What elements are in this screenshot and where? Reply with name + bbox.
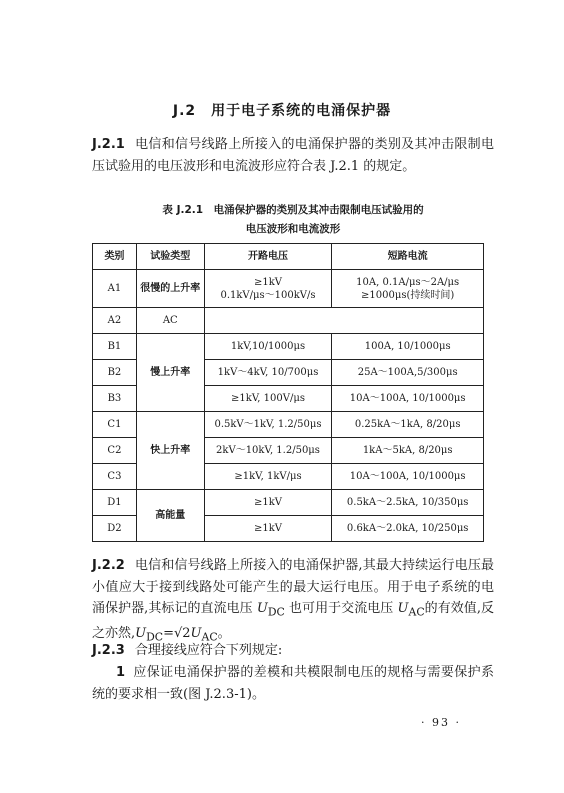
cell-voltage: 0.5kV～1kV, 1.2/50μs (204, 412, 332, 438)
equation-udc: U (135, 626, 147, 642)
udc-symbol: U (256, 601, 268, 616)
table-row (93, 308, 484, 334)
cell-category: C3 (93, 464, 137, 490)
header-short-circuit-current: 短路电流 (332, 244, 484, 270)
clause-j-2-3 (92, 640, 494, 662)
cell-category: D2 (93, 516, 137, 542)
cell-voltage: 1kV,10/1000μs (204, 334, 332, 360)
cell-voltage-line1: ≥1kV (253, 276, 283, 288)
cell-category: B2 (93, 360, 137, 386)
clause-text-cont2: 的有效值,反之亦然, (92, 601, 495, 642)
clause-number: J.2.1 (92, 137, 125, 152)
uac-subscript: AC (408, 605, 425, 619)
cell-category: A2 (93, 308, 137, 334)
cell-current-line1: 10A, 0.1A/μs～2A/μs (356, 276, 460, 288)
section-title: J.2 用于电子系统的电涌保护器 (172, 103, 392, 119)
cell-voltage: 1kV～4kV, 10/700μs (204, 360, 332, 386)
clause-text-cont: 也可用于交流电压 (284, 601, 398, 616)
table-caption: 表 J.2.1 电涌保护器的类别及其冲击限制电压试验用的 (162, 204, 424, 216)
cell-voltage: ≥1kV, 1kV/μs (204, 464, 332, 490)
spd-category-table (92, 243, 484, 542)
cell-category: C2 (93, 438, 137, 464)
cell-category: B3 (93, 386, 137, 412)
cell-current: 0.6kA～2.0kA, 10/250μs (332, 516, 484, 542)
udc-subscript: DC (267, 605, 285, 619)
cell-voltage: ≥1kV, 100V/μs (204, 386, 332, 412)
cell-current (332, 270, 484, 308)
table-row (93, 490, 484, 516)
table-row (93, 270, 484, 308)
header-test-type: 试验类型 (136, 244, 204, 270)
equation-uac: U (190, 626, 202, 642)
cell-current-line2: ≥1000μs(持续时间) (361, 289, 455, 301)
cell-current: 1kA～5kA, 8/20μs (332, 438, 484, 464)
table-header-row (93, 244, 484, 270)
clause-text: 电信和信号线路上所接入的电涌保护器的类别及其冲击限制电压试验用的电压波形和电流波形应符合表 J.2.1 的规定。 (92, 137, 494, 174)
item-number: 1 (116, 665, 126, 680)
cell-current: 0.25kA～1kA, 8/20μs (332, 412, 484, 438)
cell-voltage-line2: 0.1kV/μs～100kV/s (220, 289, 316, 301)
cell-empty (204, 308, 483, 334)
cell-category: D1 (93, 490, 137, 516)
cell-voltage: ≥1kV (204, 516, 332, 542)
cell-current: 10A～100A, 10/1000μs (332, 386, 484, 412)
cell-test-type: 慢上升率 (136, 334, 204, 412)
cell-test-type: AC (136, 308, 204, 334)
header-category: 类别 (93, 244, 137, 270)
table-row (93, 334, 484, 360)
cell-current: 10A～100A, 10/1000μs (332, 464, 484, 490)
cell-voltage (204, 270, 332, 308)
equation-udc-subscript: DC (146, 630, 164, 644)
cell-current: 100A, 10/1000μs (332, 334, 484, 360)
clause-text: 合理接线应符合下列规定: (134, 643, 283, 658)
cell-category: C1 (93, 412, 137, 438)
cell-category: B1 (93, 334, 137, 360)
equation-uac-subscript: AC (201, 630, 218, 644)
clause-number: J.2.2 (92, 558, 125, 573)
cell-current: 0.5kA～2.5kA, 10/350μs (332, 490, 484, 516)
uac-symbol: U (397, 601, 409, 616)
clause-j-2-1 (92, 134, 494, 177)
page-number: · 93 · (421, 716, 461, 729)
cell-voltage: 2kV～10kV, 1.2/50μs (204, 438, 332, 464)
cell-test-type: 快上升率 (136, 412, 204, 490)
table-caption-continued: 电压波形和电流波形 (245, 223, 341, 235)
cell-test-type: 高能量 (136, 490, 204, 542)
item-text: 应保证电涌保护器的差模和共模限制电压的规格与需要保护系统的要求相一致(图 J.2.3-1)。 (92, 665, 494, 702)
cell-test-type: 很慢的上升率 (136, 270, 204, 308)
table-row (93, 412, 484, 438)
clause-text: 电信和信号线路上所接入的电涌保护器,其最大持续运行电压最小值应大于接到线路处可能产生的最大运行电压。用于电子系统的电涌保护器,其标记的直流电压 (92, 558, 494, 616)
cell-voltage: ≥1kV (204, 490, 332, 516)
clause-j-2-2 (92, 555, 494, 648)
clause-number: J.2.3 (92, 643, 125, 658)
cell-category: A1 (93, 270, 137, 308)
clause-item-1 (92, 662, 494, 705)
equation-end: 。 (217, 626, 231, 642)
header-open-circuit-voltage: 开路电压 (204, 244, 332, 270)
cell-current: 25A～100A,5/300μs (332, 360, 484, 386)
equation-sqrt2: =√2 (163, 626, 191, 642)
